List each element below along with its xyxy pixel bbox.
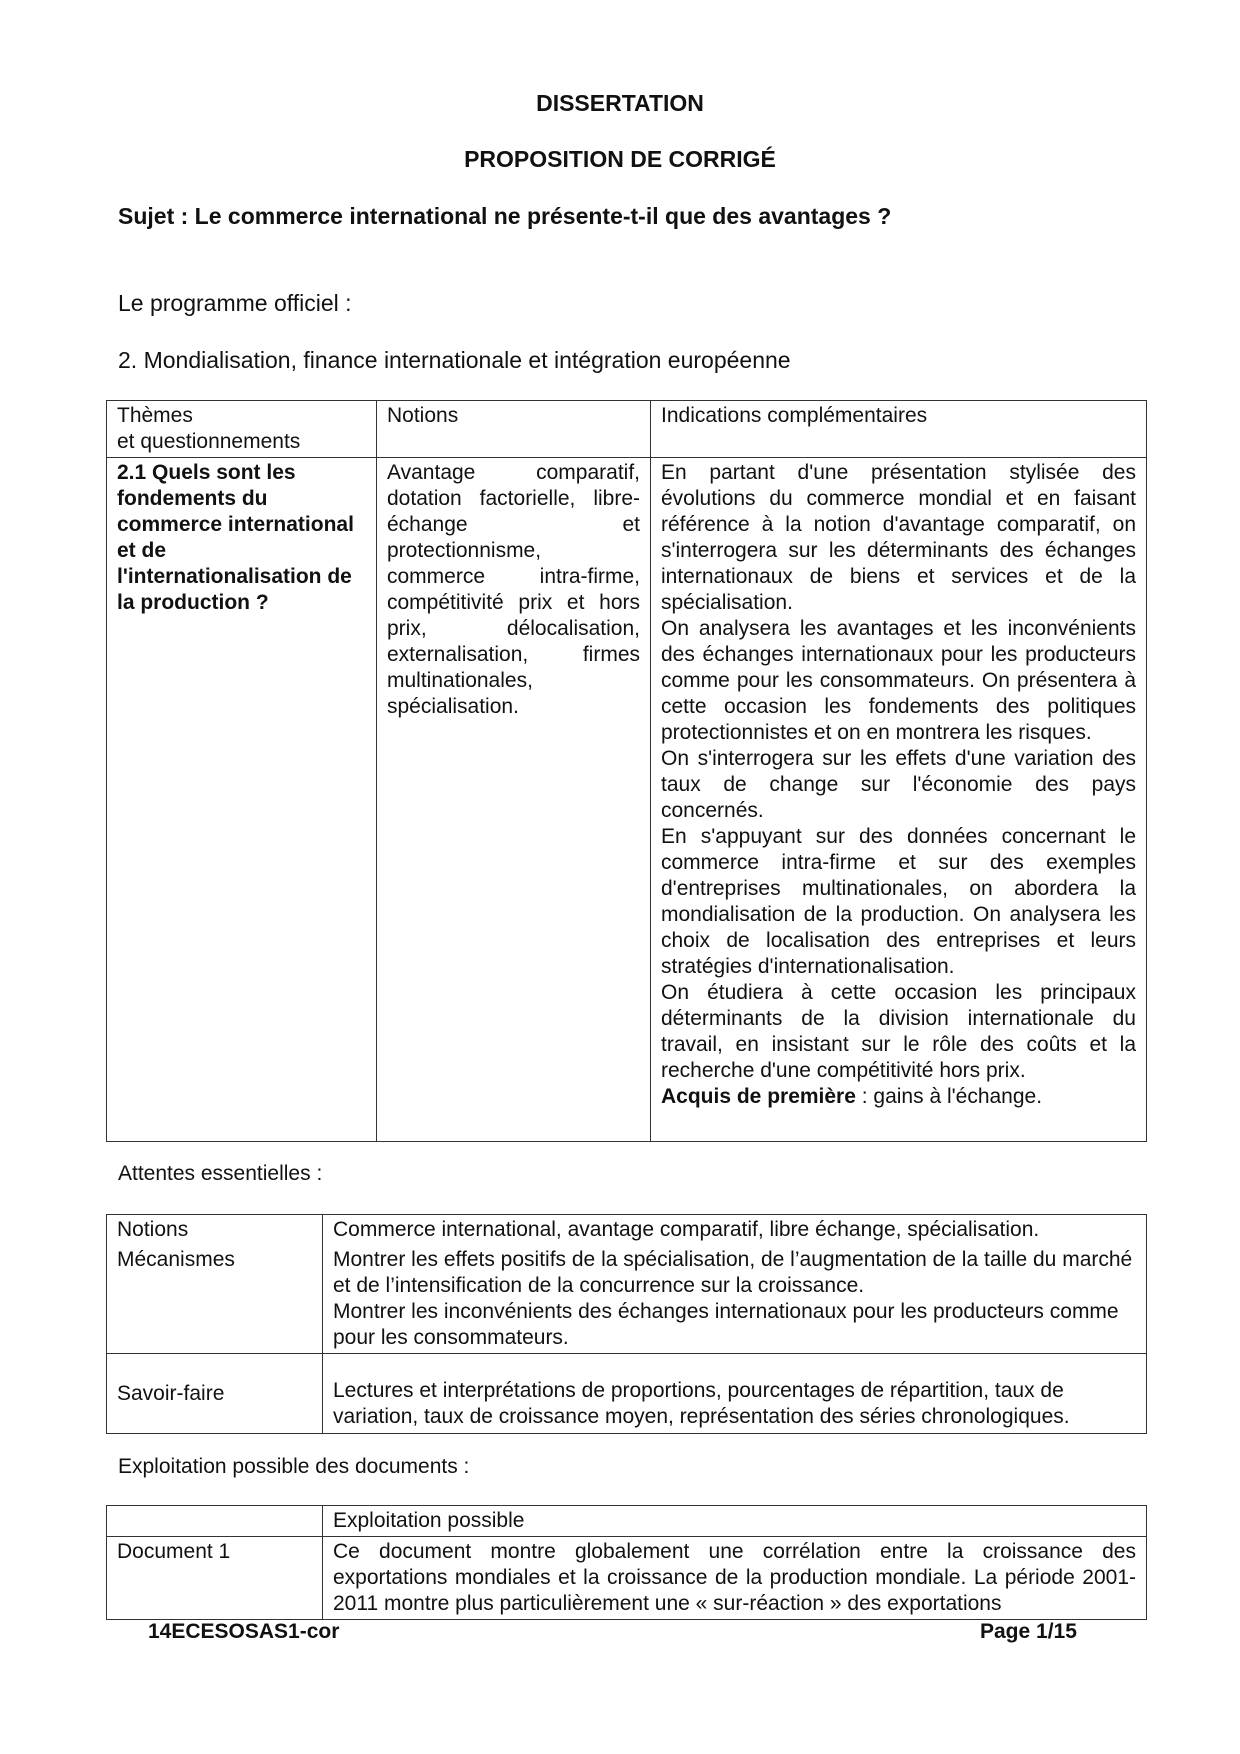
document-title: DISSERTATION: [536, 90, 704, 116]
exploitation-label: Exploitation possible des documents :: [118, 1455, 470, 1478]
attentes-row: [107, 1354, 1147, 1434]
exploitation-row: [107, 1537, 1147, 1620]
attentes-value: Lectures et interprétations de proportions, pourcentages de répartition, taux de variation, taux de croissance moyen, représentation des séries chronologiques.: [323, 1354, 1147, 1434]
programme-table-row: [107, 458, 1147, 1142]
attentes-table: [106, 1214, 1147, 1434]
acquis-line: [661, 1084, 1136, 1110]
header-indications: Indications complémentaires: [651, 401, 1147, 458]
attentes-value: [323, 1245, 1147, 1354]
indication-paragraph: En s'appuyant sur des données concernant le commerce intra-firme et sur des exemples d'entreprises multinationales, on abordera la mondialisation de la production. On analysera les choix de localisation des entreprises et leurs stratégies d'internationalisation.: [661, 825, 1136, 978]
document-text: Ce document montre globalement une corrélation entre la croissance des exportations mondiales et la croissance de la production mondiale. La période 2001-2011 montre plus particulièrement une « sur-réaction » des exportations: [323, 1537, 1147, 1620]
indication-paragraph: On analysera les avantages et les inconvénients des échanges internationaux pour les producteurs comme pour les consommateurs. On présentera à cette occasion les fondements des politiques protectionnistes et on en montrera les risques.: [661, 617, 1136, 744]
acquis-label: Acquis de première: [661, 1085, 856, 1108]
document-subtitle: PROPOSITION DE CORRIGÉ: [464, 146, 776, 172]
exploitation-header: Exploitation possible: [323, 1506, 1147, 1537]
programme-table-header-row: [107, 401, 1147, 458]
exploitation-table: [106, 1505, 1147, 1620]
footer-page-number: Page 1/15: [980, 1620, 1077, 1643]
mecanisme-paragraph: Montrer les inconvénients des échanges internationaux pour les producteurs comme pour les consommateurs.: [333, 1300, 1119, 1349]
mecanisme-paragraph: Montrer les effets positifs de la spécialisation, de l’augmentation de la taille du marché et de l’intensification de la concurrence sur la croissance.: [333, 1248, 1133, 1297]
indication-paragraph: On s'interrogera sur les effets d'une variation des taux de change sur l'économie des pays concernés.: [661, 747, 1136, 822]
programme-section: 2. Mondialisation, finance internationale et intégration européenne: [118, 347, 791, 373]
attentes-key: Savoir-faire: [107, 1354, 323, 1434]
indication-paragraph: On étudiera à cette occasion les principaux déterminants de la division internationale du travail, en insistant sur le rôle des coûts et la recherche d'une compétitivité hors prix.: [661, 981, 1136, 1082]
notions-cell: Avantage comparatif, dotation factorielle, libre-échange et protectionnisme, commerce intra-firme, compétitivité prix et hors prix, délocalisation, externalisation, firmes multinationales, spécialisation.: [377, 458, 651, 1142]
attentes-row: [107, 1215, 1147, 1246]
programme-label: Le programme officiel :: [118, 290, 352, 316]
footer-code: 14ECESOSAS1-cor: [148, 1620, 340, 1643]
acquis-text: : gains à l'échange.: [855, 1085, 1043, 1108]
exploitation-empty-cell: [107, 1506, 323, 1537]
indications-cell: [651, 458, 1147, 1142]
attentes-row: [107, 1245, 1147, 1354]
indication-paragraph: En partant d'une présentation stylisée des évolutions du commerce mondial et en faisant référence à la notion d'avantage comparatif, on s'interrogera sur les déterminants des échanges internationaux de biens et services et de la spécialisation.: [661, 461, 1136, 614]
attentes-label: Attentes essentielles :: [118, 1162, 323, 1185]
attentes-value: Commerce international, avantage comparatif, libre échange, spécialisation.: [323, 1215, 1147, 1246]
attentes-key: Mécanismes: [107, 1245, 323, 1354]
header-themes: Thèmes et questionnements: [107, 401, 377, 458]
programme-table: [106, 400, 1147, 1142]
document-label: Document 1: [107, 1537, 323, 1620]
theme-cell: 2.1 Quels sont les fondements du commerce international et de l'internationalisation de la production ?: [107, 458, 377, 1142]
header-notions: Notions: [377, 401, 651, 458]
exploitation-header-row: [107, 1506, 1147, 1537]
subject-line: Sujet : Le commerce international ne présente-t-il que des avantages ?: [118, 203, 892, 229]
attentes-key: Notions: [107, 1215, 323, 1246]
